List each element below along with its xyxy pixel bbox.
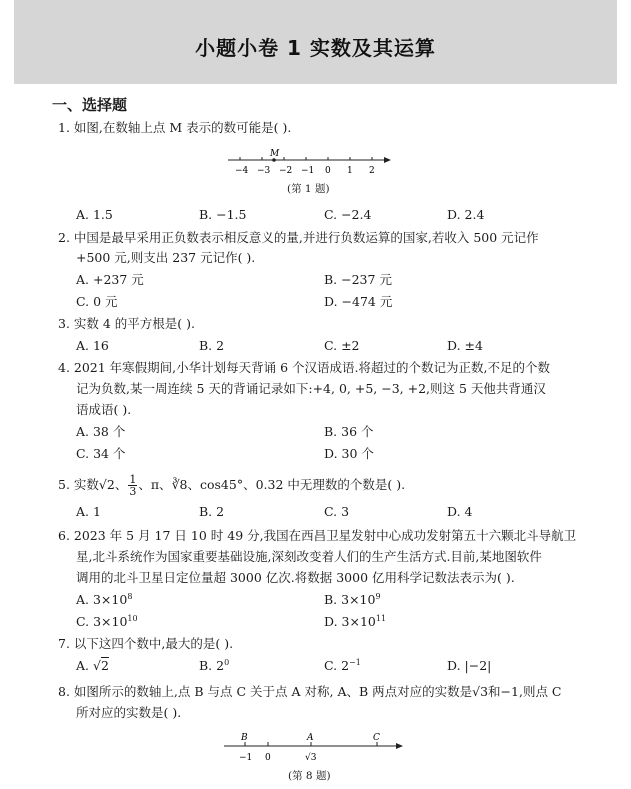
q6-stem-line1: 6. 2023 年 5 月 17 日 10 时 49 分,我国在西昌卫星发射中心成功发射第五十六颗北斗导航卫 <box>58 528 577 543</box>
q6-option-a-exponent: 8 <box>127 591 133 601</box>
q5-cbrt8: ∛8 <box>171 477 188 492</box>
q7-option-a-prefix: A. √ <box>76 658 101 673</box>
q6-stem-line3: 调用的北斗卫星日定位量超 3000 亿次.将数据 3000 亿用科学记数法表示为( ). <box>76 570 515 585</box>
q1-tick-label: 0 <box>325 166 331 176</box>
q6-option-b-base: B. 3×10 <box>324 592 376 607</box>
q2-option-b: B. −237 元 <box>324 272 392 287</box>
q7-option-c <box>324 658 361 674</box>
q6-option-c-exponent: 10 <box>127 613 138 623</box>
q1-option-b: B. −1.5 <box>199 207 247 222</box>
q5-option-b: B. 2 <box>199 504 225 519</box>
q7-option-b-exponent: 0 <box>224 657 230 667</box>
q2-option-d: D. −474 元 <box>324 294 393 309</box>
q2-stem-line2: +500 元,则支出 237 元记作( ). <box>76 250 256 265</box>
q6-option-b-exponent: 9 <box>375 591 381 601</box>
section-heading: 一、选择题 <box>52 96 128 114</box>
title-banner <box>14 0 617 84</box>
q5-prefix: 5. 实数 <box>58 477 99 492</box>
q6-option-c <box>76 614 138 630</box>
q5-option-a: A. 1 <box>76 504 101 519</box>
q6-option-d-base: D. 3×10 <box>324 614 376 629</box>
q2-option-c: C. 0 元 <box>76 294 118 309</box>
q2-option-a: A. +237 元 <box>76 272 144 287</box>
q8-tick-label: 0 <box>265 753 271 763</box>
q6-option-c-base: C. 3×10 <box>76 614 128 629</box>
q5-repeating-decimal: 0.32 <box>255 477 284 492</box>
q4-option-d: D. 30 个 <box>324 446 374 461</box>
q3-option-a: A. 16 <box>76 338 109 353</box>
q8-caption: (第 8 题) <box>288 770 331 782</box>
q1-option-a: A. 1.5 <box>76 207 113 222</box>
q8-stem-line2: 所对应的实数是( ). <box>76 705 182 720</box>
q8-point-b-label: B <box>241 733 248 743</box>
q1-tick-label: −1 <box>301 166 315 176</box>
q5-fraction <box>128 474 137 497</box>
q5-fraction-numerator: 1 <box>129 473 137 486</box>
q7-option-d: D. |−2| <box>447 658 492 673</box>
q3-option-d: D. ±4 <box>447 338 483 353</box>
q1-stem: 1. 如图,在数轴上点 M 表示的数可能是( ). <box>58 120 292 135</box>
q3-option-b: B. 2 <box>199 338 225 353</box>
q5-pi: 、π、 <box>138 477 172 492</box>
q1-option-c: C. −2.4 <box>324 207 372 222</box>
q4-option-c: C. 34 个 <box>76 446 126 461</box>
q6-option-a <box>76 592 132 608</box>
q7-option-c-exponent: −1 <box>349 657 361 667</box>
q4-stem-line2: 记为负数,某一周连续 5 天的背诵记录如下:+4, 0, +5, −3, +2,则这 5 天他共背通汉 <box>76 381 546 396</box>
q7-option-b-base: B. 2 <box>199 658 225 673</box>
q1-tick-label: 1 <box>347 166 353 176</box>
q7-option-a <box>76 658 109 674</box>
q5-stem: 5. 实数√2、 $\frac{1}{3}$ 、π、∛8、cos45°、0.32 中无理数的个数是( ). <box>58 473 406 498</box>
q5-option-c: C. 3 <box>324 504 350 519</box>
q8-stem-line1: 8. 如图所示的数轴上,点 B 与点 C 关于点 A 对称, A、B 两点对应的实数是√3和−1,则点 C <box>58 684 562 699</box>
q1-caption: (第 1 题) <box>287 183 330 195</box>
q8-point-c-label: C <box>373 733 380 743</box>
q4-stem-line1: 4. 2021 年寒假期间,小华计划每天背诵 6 个汉语成语.将超过的个数记为正数,不足的个数 <box>58 360 551 375</box>
q1-tick-label: −3 <box>257 166 271 176</box>
q8-tick-label: √3 <box>305 753 317 763</box>
q7-option-b <box>199 658 229 674</box>
q1-tick-label: −4 <box>235 166 249 176</box>
q5-option-d: D. 4 <box>447 504 473 519</box>
q6-stem-line2: 星,北斗系统作为国家重要基础设施,深刻改变着人们的生产生活方式.目前,某地图软件 <box>76 549 542 564</box>
q1-tick-label: −2 <box>279 166 293 176</box>
q5-cos45: 、cos45°、 <box>187 477 256 492</box>
q8-tick-label: −1 <box>239 753 253 763</box>
q8-point-a-label: A <box>307 733 314 743</box>
q7-option-c-base: C. 2 <box>324 658 350 673</box>
q7-stem: 7. 以下这四个数中,最大的是( ). <box>58 636 234 651</box>
q5-suffix: 中无理数的个数是( ). <box>287 477 406 492</box>
q1-option-d: D. 2.4 <box>447 207 485 222</box>
q7-option-a-radicand: 2 <box>100 658 109 673</box>
q8-number-line <box>216 730 406 766</box>
page-title: 小题小卷 1 实数及其运算 <box>195 36 436 60</box>
q4-stem-line3: 语成语( ). <box>76 402 132 417</box>
q1-number-line <box>222 148 392 178</box>
q6-option-b <box>324 592 381 608</box>
q5-sqrt2: √2 <box>98 477 115 492</box>
q4-option-b: B. 36 个 <box>324 424 374 439</box>
q1-tick-label: 2 <box>369 166 375 176</box>
q5-fraction-denominator: 3 <box>129 485 137 498</box>
q4-option-a: A. 38 个 <box>76 424 126 439</box>
q3-option-c: C. ±2 <box>324 338 360 353</box>
q6-option-d <box>324 614 386 630</box>
q6-option-d-exponent: 11 <box>375 613 387 623</box>
q1-point-label: M <box>270 149 280 159</box>
q3-stem: 3. 实数 4 的平方根是( ). <box>58 316 195 331</box>
q2-stem-line1: 2. 中国是最早采用正负数表示相反意义的量,并进行负数运算的国家,若收入 500 元记作 <box>58 230 539 245</box>
q6-option-a-base: A. 3×10 <box>76 592 128 607</box>
